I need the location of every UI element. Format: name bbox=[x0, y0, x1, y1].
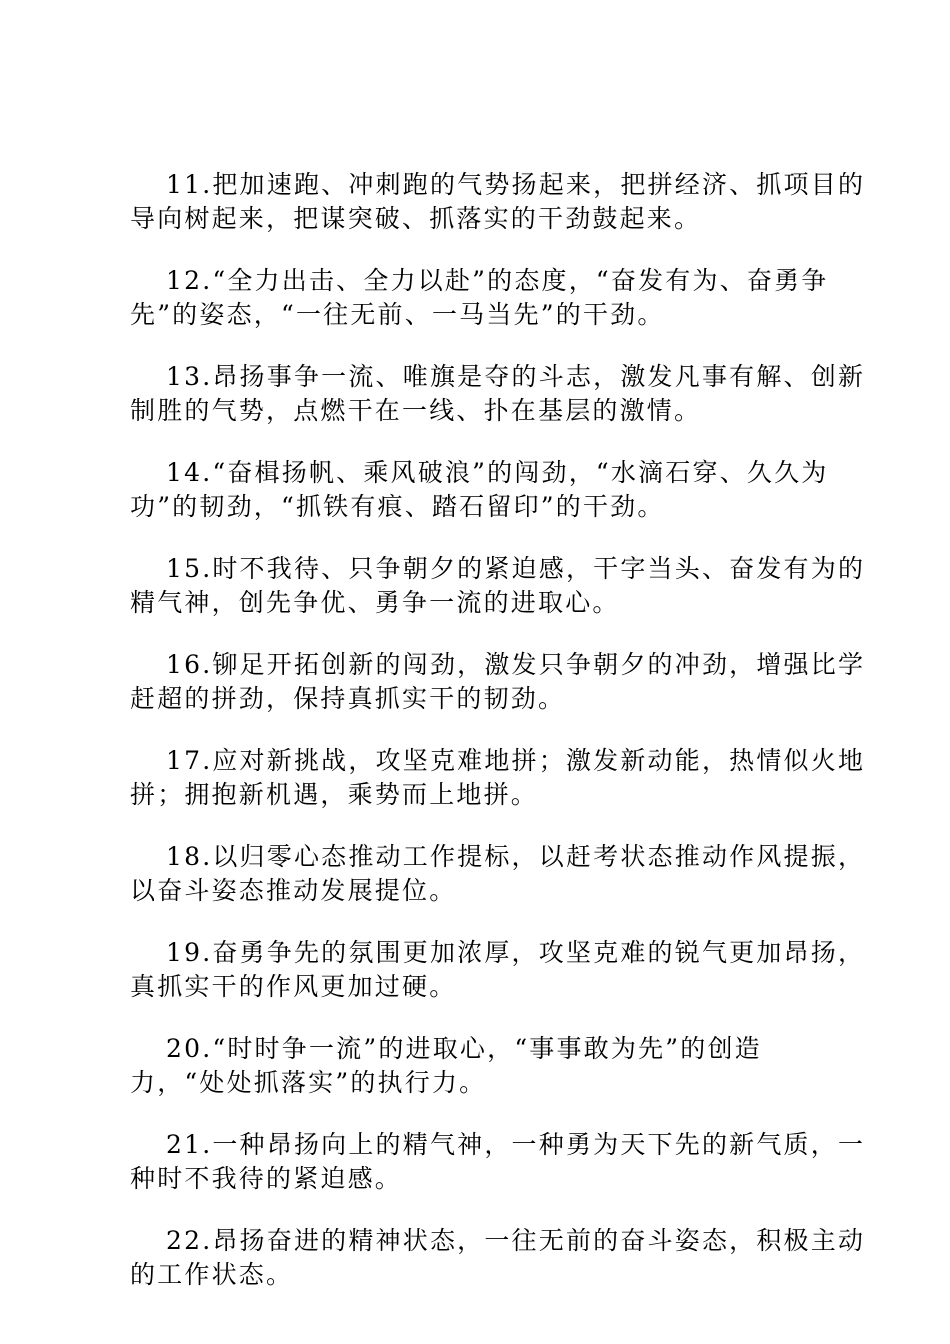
paragraph-13 bbox=[130, 360, 866, 428]
paragraph-line: 18.以归零心态推动工作提标，以赶考状态推动作风提振， bbox=[166, 842, 866, 871]
paragraph-17 bbox=[130, 744, 866, 812]
paragraph-line: 赶超的拼劲，保持真抓实干的韧劲。 bbox=[130, 684, 566, 713]
paragraph-12 bbox=[130, 264, 832, 332]
paragraph-line: 精气神，创先争优、勇争一流的进取心。 bbox=[130, 588, 620, 617]
paragraph-20 bbox=[130, 1032, 832, 1100]
paragraph-line: 拼；拥抱新机遇，乘势而上地拼。 bbox=[130, 780, 539, 809]
paragraph-line: 14.“奋楫扬帆、乘风破浪”的闯劲，“水滴石穿、久久为 bbox=[166, 458, 829, 487]
paragraph-line: 真抓实干的作风更加过硬。 bbox=[130, 972, 457, 1001]
paragraph-line: 19.奋勇争先的氛围更加浓厚，攻坚克难的锐气更加昂扬， bbox=[166, 938, 866, 967]
paragraph-19 bbox=[130, 936, 866, 1004]
paragraph-line: 制胜的气势，点燃干在一线、扑在基层的激情。 bbox=[130, 396, 702, 425]
paragraph-11 bbox=[130, 168, 866, 236]
paragraph-line: 先”的姿态，“一往无前、一马当先”的干劲。 bbox=[130, 300, 665, 329]
paragraph-15 bbox=[130, 552, 866, 620]
paragraph-line: 15.时不我待、只争朝夕的紧迫感，干字当头、奋发有为的 bbox=[166, 554, 866, 583]
paragraph-18 bbox=[130, 840, 866, 908]
paragraph-line: 导向树起来，把谋突破、抓落实的干劲鼓起来。 bbox=[130, 204, 702, 233]
document-body bbox=[130, 168, 866, 1320]
paragraph-line: 20.“时时争一流”的进取心，“事事敢为先”的创造 bbox=[166, 1034, 762, 1063]
paragraph-line: 17.应对新挑战，攻坚克难地拼；激发新动能，热情似火地 bbox=[166, 746, 866, 775]
paragraph-line: 13.昂扬事争一流、唯旗是夺的斗志，激发凡事有解、创新 bbox=[166, 362, 866, 391]
paragraph-line: 的工作状态。 bbox=[130, 1260, 294, 1289]
paragraph-line: 16.铆足开拓创新的闯劲，激发只争朝夕的冲劲，增强比学 bbox=[166, 650, 866, 679]
paragraph-line: 22.昂扬奋进的精神状态，一往无前的奋斗姿态，积极主动 bbox=[166, 1226, 866, 1255]
paragraph-line: 功”的韧劲，“抓铁有痕、踏石留印”的干劲。 bbox=[130, 492, 665, 521]
paragraph-line: 力，“处处抓落实”的执行力。 bbox=[130, 1068, 487, 1097]
paragraph-16 bbox=[130, 648, 866, 716]
paragraph-line: 12.“全力出击、全力以赴”的态度，“奋发有为、奋勇争 bbox=[166, 266, 829, 295]
paragraph-22 bbox=[130, 1224, 866, 1292]
paragraph-line: 21.一种昂扬向上的精气神，一种勇为天下先的新气质，一 bbox=[166, 1130, 866, 1159]
paragraph-line: 种时不我待的紧迫感。 bbox=[130, 1164, 403, 1193]
paragraph-14 bbox=[130, 456, 832, 524]
paragraph-line: 以奋斗姿态推动发展提位。 bbox=[130, 876, 457, 905]
paragraph-line: 11.把加速跑、冲刺跑的气势扬起来，把拼经济、抓项目的 bbox=[166, 170, 866, 199]
paragraph-21 bbox=[130, 1128, 866, 1196]
